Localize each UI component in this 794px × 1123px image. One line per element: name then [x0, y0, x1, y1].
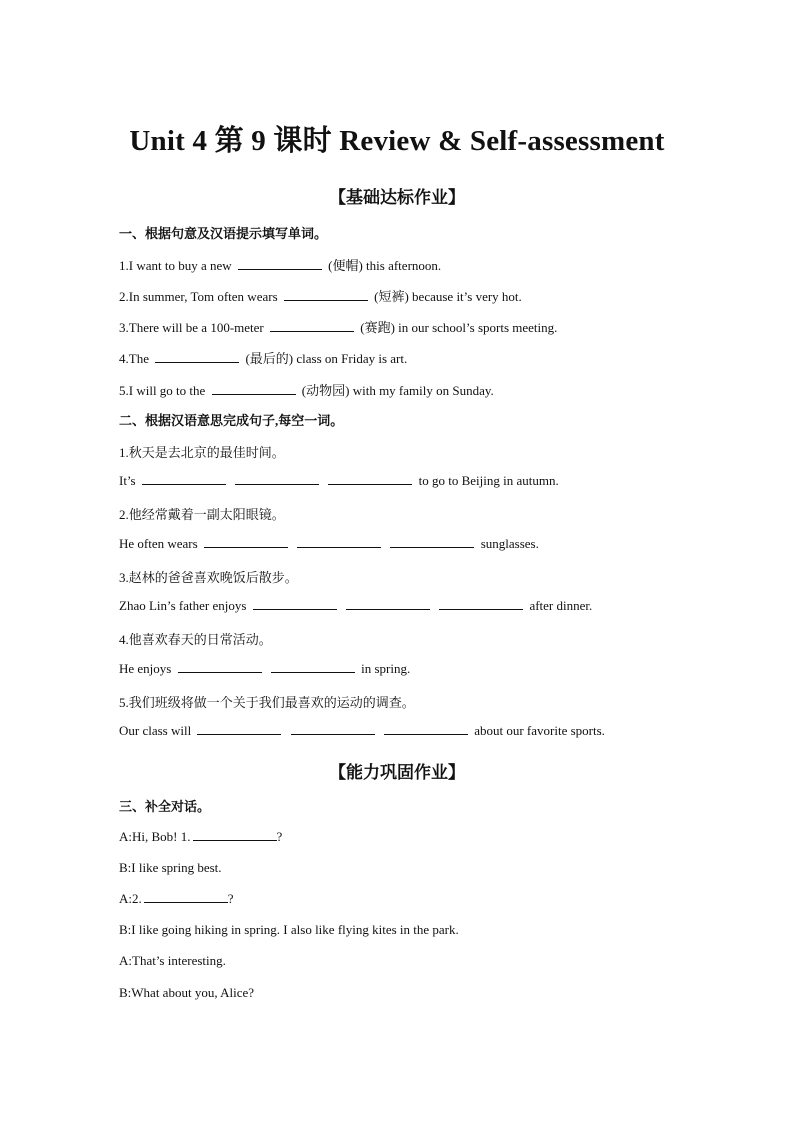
item-text: It’s	[119, 473, 136, 488]
item-text: 3.There will be a 100-meter	[119, 320, 264, 335]
dialogue-text: A:2.	[119, 891, 142, 906]
chinese-prompt: 3.赵林的爸爸喜欢晚饭后散步。	[119, 570, 298, 585]
item-text: 2.In summer, Tom often wears	[119, 289, 278, 304]
answer-blank[interactable]	[142, 473, 226, 485]
answer-blank[interactable]	[390, 536, 474, 548]
item-text: Our class will	[119, 723, 192, 738]
dialogue-line: B:What about you, Alice?	[119, 985, 255, 1000]
item-hint: (最后的) class on Friday is art.	[245, 351, 408, 366]
answer-blank[interactable]	[155, 351, 239, 363]
translation-item	[119, 661, 410, 677]
dialogue-line: A:That’s interesting.	[119, 953, 226, 968]
answer-blank[interactable]	[291, 723, 375, 735]
dialogue-text: ?	[276, 829, 283, 844]
item-text: 4.The	[119, 351, 149, 366]
item-hint: (动物园) with my family on Sunday.	[301, 383, 494, 398]
answer-blank[interactable]	[253, 598, 337, 610]
dialogue-line	[119, 891, 234, 907]
answer-blank[interactable]	[439, 598, 523, 610]
answer-blank[interactable]	[328, 473, 412, 485]
part-one-title: 一、根据句意及汉语提示填写单词。	[119, 226, 328, 241]
answer-blank[interactable]	[212, 383, 296, 395]
part-three-title: 三、补全对话。	[119, 799, 211, 814]
translation-item	[119, 723, 605, 739]
fill-item	[119, 317, 557, 336]
translation-item	[119, 598, 592, 614]
answer-blank[interactable]	[271, 661, 355, 673]
item-hint: (短裤) because it’s very hot.	[374, 289, 522, 304]
section-heading-basic: 【基础达标作业】	[329, 188, 465, 207]
answer-blank[interactable]	[178, 661, 262, 673]
answer-blank[interactable]	[204, 536, 288, 548]
dialogue-text: A:Hi, Bob! 1.	[119, 829, 191, 844]
answer-blank[interactable]	[270, 320, 354, 332]
answer-blank[interactable]	[197, 723, 281, 735]
answer-blank[interactable]	[284, 289, 368, 301]
item-text: 1.I want to buy a new	[119, 258, 232, 273]
item-text: He often wears	[119, 536, 198, 551]
translation-item	[119, 473, 559, 489]
translation-item	[119, 536, 539, 552]
item-text: He enjoys	[119, 661, 172, 676]
answer-blank[interactable]	[384, 723, 468, 735]
answer-blank[interactable]	[297, 536, 381, 548]
item-text: Zhao Lin’s father enjoys	[119, 598, 247, 613]
chinese-prompt: 1.秋天是去北京的最佳时间。	[119, 445, 285, 460]
item-text: 5.I will go to the	[119, 383, 206, 398]
dialogue-line	[119, 829, 282, 845]
item-text: sunglasses.	[480, 536, 539, 551]
fill-item	[119, 380, 494, 399]
item-text: about our favorite sports.	[474, 723, 605, 738]
chinese-prompt: 4.他喜欢春天的日常活动。	[119, 632, 272, 647]
chinese-prompt: 2.他经常戴着一副太阳眼镜。	[119, 507, 285, 522]
fill-item	[119, 348, 407, 367]
section-heading-consolidation: 【能力巩固作业】	[329, 763, 465, 782]
answer-blank[interactable]	[144, 891, 228, 903]
item-hint: (便帽) this afternoon.	[328, 258, 442, 273]
chinese-prompt: 5.我们班级将做一个关于我们最喜欢的运动的调查。	[119, 695, 415, 710]
item-text: to go to Beijing in autumn.	[418, 473, 559, 488]
answer-blank[interactable]	[193, 829, 277, 841]
dialogue-line: B:I like going hiking in spring. I also like flying kites in the park.	[119, 922, 459, 937]
item-text: in spring.	[361, 661, 411, 676]
answer-blank[interactable]	[346, 598, 430, 610]
answer-blank[interactable]	[238, 258, 322, 270]
fill-item	[119, 286, 522, 305]
dialogue-line: B:I like spring best.	[119, 860, 222, 875]
answer-blank[interactable]	[235, 473, 319, 485]
item-text: after dinner.	[529, 598, 593, 613]
fill-item	[119, 255, 441, 274]
item-hint: (赛跑) in our school’s sports meeting.	[360, 320, 558, 335]
dialogue-text: ?	[227, 891, 234, 906]
page-title: Unit 4 第 9 课时 Review & Self-assessment	[129, 125, 665, 157]
part-two-title: 二、根据汉语意思完成句子,每空一词。	[119, 413, 344, 428]
